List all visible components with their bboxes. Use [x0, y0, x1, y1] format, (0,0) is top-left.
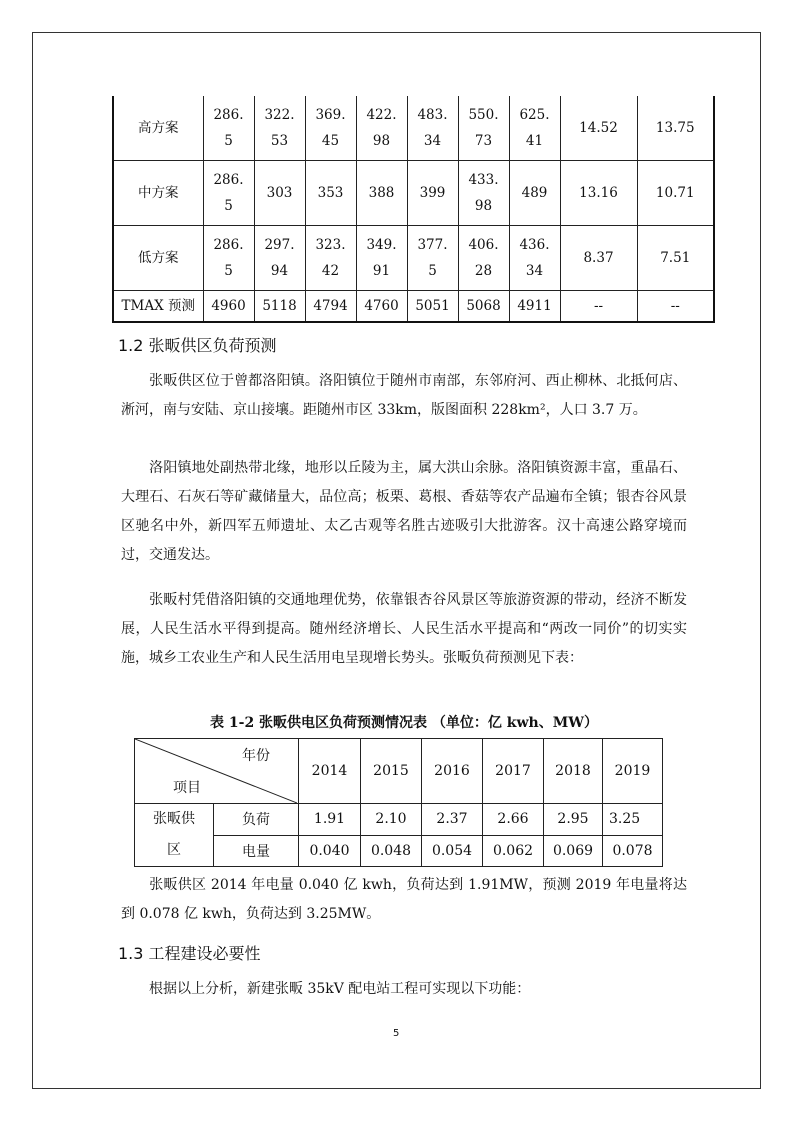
table-cell: 3.25	[603, 804, 663, 836]
table-cell: 5068	[458, 291, 509, 323]
page-number: 5	[393, 1028, 400, 1039]
table-cell: 13.16	[560, 161, 637, 226]
table-cell: 483. 34	[407, 96, 458, 161]
paragraph: 洛阳镇地处副热带北缘，地形以丘陵为主，属大洪山余脉。洛阳镇资源丰富，重晶石、大理石、石灰石等矿藏储量大，品位高；板栗、葛根、香菇等农产品遍布全镇；银杏谷风景区驰名中外，新四军五师遗址、太乙古观等名胜古迹吸引大批游客。汉十高速公路穿境而过，交通发达。	[121, 460, 687, 563]
table-row	[113, 96, 714, 161]
table-cell: 4960	[203, 291, 254, 323]
table-cell: 377. 5	[407, 226, 458, 291]
table-cell: 4794	[305, 291, 356, 323]
table-cell: 286. 5	[203, 96, 254, 161]
section-heading: 1.3 工程建设必要性	[118, 944, 261, 963]
table-cell: 5051	[407, 291, 458, 323]
table-cell: --	[637, 291, 714, 323]
year-header: 2019	[603, 739, 663, 804]
table-row	[135, 804, 663, 836]
header-item-label: 项目	[173, 780, 201, 796]
forecast-table	[112, 96, 715, 323]
row-label: 负荷	[214, 804, 299, 836]
year-header: 2017	[483, 739, 544, 804]
diagonal-line	[135, 739, 297, 803]
year-header: 2015	[361, 739, 422, 804]
table-cell: 436. 34	[509, 226, 560, 291]
table-cell: 0.062	[483, 835, 544, 867]
paragraph: 根据以上分析，新建张畈 35kV 配电站工程可实现以下功能：	[149, 981, 531, 997]
table-cell: 388	[356, 161, 407, 226]
table-cell: 13.75	[637, 96, 714, 161]
table-cell: --	[560, 291, 637, 323]
table-cell: 303	[254, 161, 305, 226]
table-cell: 323. 42	[305, 226, 356, 291]
year-header: 2016	[422, 739, 483, 804]
row-label: 中方案	[113, 161, 203, 226]
table-cell: 10.71	[637, 161, 714, 226]
table-row	[113, 226, 714, 291]
table-row	[135, 835, 663, 867]
table-cell: 625. 41	[509, 96, 560, 161]
table-cell: 0.078	[603, 835, 663, 867]
load-forecast-table	[134, 738, 663, 867]
table-cell: 14.52	[560, 96, 637, 161]
table-cell: 5118	[254, 291, 305, 323]
table-caption: 表 1-2 张畈供电区负荷预测情况表 （单位：亿 kwh、MW）	[210, 715, 598, 731]
header-year-label: 年份	[242, 748, 270, 764]
table-cell: 550. 73	[458, 96, 509, 161]
row-label: 低方案	[113, 226, 203, 291]
row-label: 电量	[214, 835, 299, 867]
table-cell: 2.10	[361, 804, 422, 836]
table-cell: 406. 28	[458, 226, 509, 291]
table-cell: 2.37	[422, 804, 483, 836]
table-cell: 4911	[509, 291, 560, 323]
row-label: 高方案	[113, 96, 203, 161]
table-cell: 286. 5	[203, 161, 254, 226]
table-cell: 0.054	[422, 835, 483, 867]
table-cell: 0.069	[544, 835, 603, 867]
table-cell: 0.040	[299, 835, 361, 867]
diagonal-header-cell	[135, 739, 299, 804]
paragraph: 张畈村凭借洛阳镇的交通地理优势，依靠银杏谷风景区等旅游资源的带动，经济不断发展，人民生活水平得到提高。随州经济增长、人民生活水平提高和“两改一同价”的切实实施，城乡工农业生产和人民生活用电呈现增长势头。张畈负荷预测见下表：	[121, 592, 687, 666]
paragraph: 张畈供区 2014 年电量 0.040 亿 kwh，负荷达到 1.91MW，预测 2019 年电量将达到 0.078 亿 kwh，负荷达到 3.25MW。	[121, 877, 687, 922]
area-label: 张畈供区	[135, 804, 214, 867]
table-cell: 4760	[356, 291, 407, 323]
table-cell: 2.95	[544, 804, 603, 836]
table-cell: 349. 91	[356, 226, 407, 291]
table-cell: 2.66	[483, 804, 544, 836]
paragraph: 张畈供区位于曾都洛阳镇。洛阳镇位于随州市南部，东邻府河、西止柳林、北抵何店、淅河，南与安陆、京山接壤。距随州市区 33km，版图面积 228km²，人口 3.7 万。	[121, 373, 687, 418]
table-header-row	[135, 739, 663, 804]
table-cell: 489	[509, 161, 560, 226]
table-cell: 8.37	[560, 226, 637, 291]
table-cell: 0.048	[361, 835, 422, 867]
table-cell: 7.51	[637, 226, 714, 291]
table-cell: 369. 45	[305, 96, 356, 161]
section-heading: 1.2 张畈供区负荷预测	[118, 336, 277, 355]
table-cell: 353	[305, 161, 356, 226]
table-cell: 433. 98	[458, 161, 509, 226]
row-label: TMAX 预测	[113, 291, 203, 323]
table-cell: 1.91	[299, 804, 361, 836]
table-cell: 297. 94	[254, 226, 305, 291]
table-cell: 399	[407, 161, 458, 226]
table-cell: 322. 53	[254, 96, 305, 161]
table-cell: 422. 98	[356, 96, 407, 161]
table-cell: 286. 5	[203, 226, 254, 291]
year-header: 2018	[544, 739, 603, 804]
table-row	[113, 161, 714, 226]
year-header: 2014	[299, 739, 361, 804]
table-row	[113, 291, 714, 323]
